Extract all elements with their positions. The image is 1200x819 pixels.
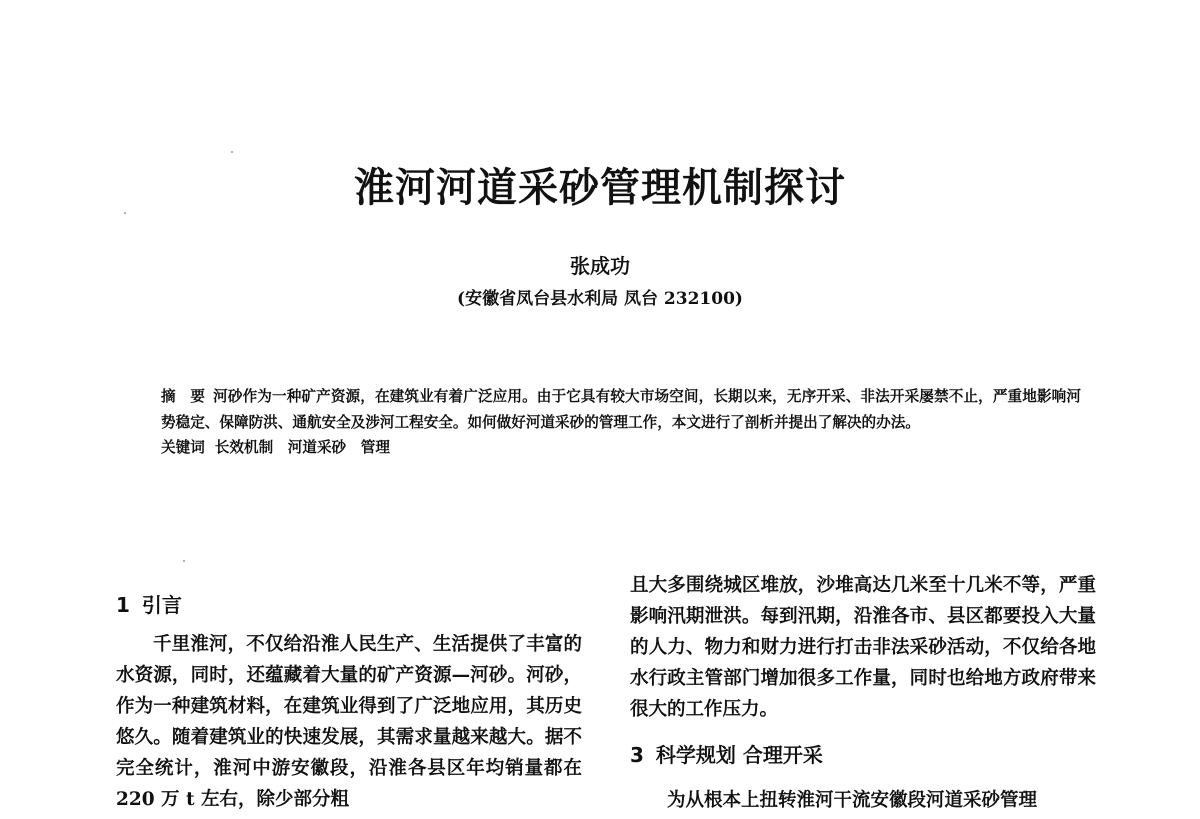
keywords-label: 关键词 bbox=[161, 439, 205, 456]
abstract-block bbox=[161, 384, 1081, 461]
right-column bbox=[630, 570, 1096, 816]
keywords-text: 长效机制 河道采砂 管理 bbox=[214, 439, 390, 456]
keywords-line bbox=[161, 435, 1081, 461]
paper-title: 淮河河道采砂管理机制探讨 bbox=[354, 164, 846, 211]
scan-speck bbox=[231, 151, 233, 153]
scan-speck bbox=[183, 560, 185, 562]
section-number: 3 bbox=[630, 743, 644, 767]
left-column bbox=[116, 585, 582, 815]
author-name: 张成功 bbox=[570, 254, 630, 278]
section-number: 1 bbox=[116, 593, 130, 617]
continued-paragraph: 且大多围绕城区堆放，沙堆高达几米至十几米不等，严重影响汛期泄洪。每到汛期，沿淮各市、县区都要投入大量的人力、物力和财力进行打击非法采砂活动，不仅给各地水行政主管部门增加很多工作量，同时也给地方政府带来很大的工作压力。 bbox=[630, 575, 1096, 720]
introduction-paragraph: 千里淮河，不仅给沿淮人民生产、生活提供了丰富的水资源，同时，还蕴藏着大量的矿产资源—河砂。河砂，作为一种建筑材料，在建筑业得到了广泛地应用，其历史悠久。随着建筑业的快速发展，其需求量越来越大。据不完全统计，淮河中游安徽段，沿淮各县区年均销量都在 220 万 t 左右，除少部分粗 bbox=[116, 634, 582, 810]
author-affiliation: (安徽省凤台县水利局 凤台 232100) bbox=[457, 289, 743, 309]
section-heading-planning bbox=[630, 735, 1096, 775]
abstract-paragraph bbox=[161, 384, 1081, 435]
section-title: 科学规划 合理开采 bbox=[655, 743, 823, 767]
abstract-label: 摘 要 bbox=[161, 388, 206, 405]
abstract-text: 河砂作为一种矿产资源，在建筑业有着广泛应用。由于它具有较大市场空间，长期以来，无序开采、非法开采屡禁不止，严重地影响河势稳定、保障防洪、通航安全及涉河工程安全。如何做好河道采砂的管理工作，本文进行了剖析并提出了解决的办法。 bbox=[161, 388, 1081, 431]
section-heading-introduction bbox=[116, 585, 582, 625]
planning-paragraph: 为从根本上扭转淮河干流安徽段河道采砂管理 bbox=[667, 790, 1038, 811]
section-title: 引言 bbox=[141, 593, 182, 617]
